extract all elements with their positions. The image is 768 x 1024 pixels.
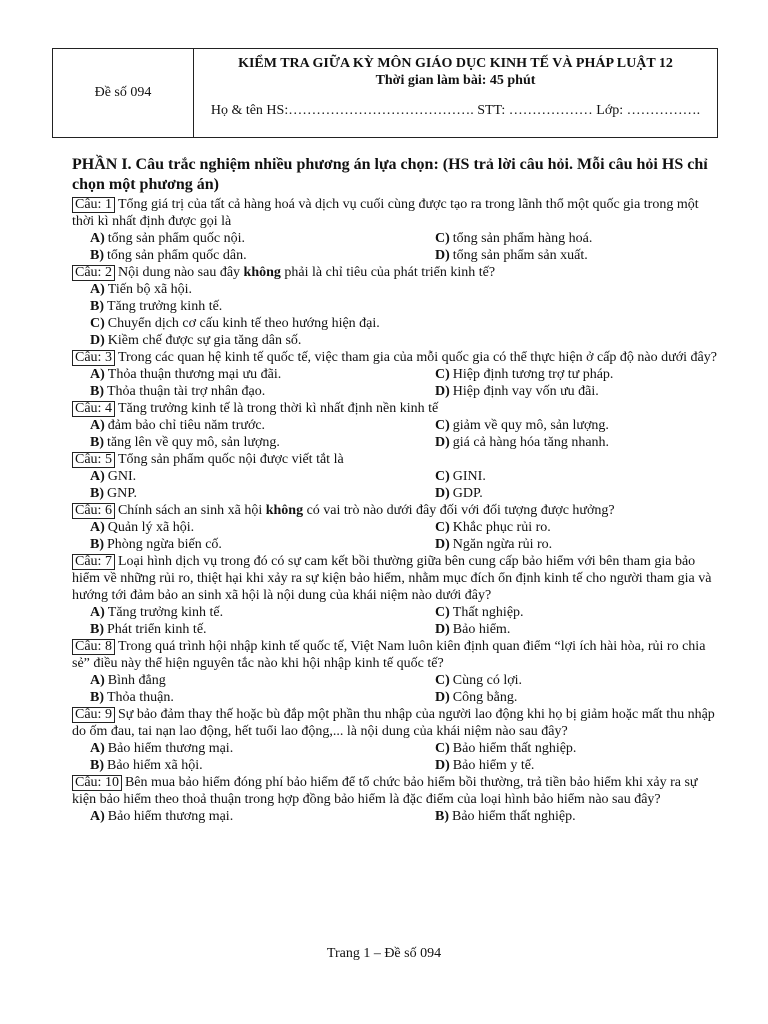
question-6 bbox=[72, 502, 717, 553]
question-label: Câu: 4 bbox=[72, 401, 115, 417]
option-text: Cùng có lợi. bbox=[452, 673, 523, 688]
answer-option bbox=[435, 604, 717, 621]
answer-option bbox=[90, 672, 435, 689]
answer-option bbox=[90, 315, 717, 332]
option-letter: B) bbox=[90, 537, 104, 552]
option-letter: A) bbox=[90, 367, 105, 382]
answer-option bbox=[435, 689, 717, 706]
answer-options bbox=[72, 230, 717, 264]
option-text: Quản lý xã hội. bbox=[107, 520, 195, 535]
answer-option bbox=[90, 468, 435, 485]
answer-options bbox=[72, 604, 717, 638]
answer-option bbox=[435, 417, 717, 434]
option-text: Bảo hiểm thất nghiệp. bbox=[452, 741, 577, 756]
answer-option bbox=[435, 383, 717, 400]
option-text: Khắc phục rủi ro. bbox=[452, 520, 551, 535]
option-text: GNP. bbox=[107, 486, 137, 501]
option-text: Công bằng. bbox=[452, 690, 518, 705]
option-letter: C) bbox=[435, 605, 450, 620]
option-text: Thỏa thuận tài trợ nhân đạo. bbox=[107, 384, 266, 399]
answer-option bbox=[435, 519, 717, 536]
option-text: Kiềm chế được sự gia tăng dân số. bbox=[107, 333, 302, 348]
question-3 bbox=[72, 349, 717, 400]
question-label: Câu: 9 bbox=[72, 707, 115, 723]
question-label: Câu: 3 bbox=[72, 350, 115, 366]
question-label: Câu: 1 bbox=[72, 197, 115, 213]
option-letter: A) bbox=[90, 809, 105, 824]
answer-options bbox=[72, 740, 717, 774]
option-text: tổng sản phẩm quốc dân. bbox=[107, 248, 247, 263]
question-label: Câu: 7 bbox=[72, 554, 115, 570]
option-letter: B) bbox=[435, 809, 449, 824]
option-letter: B) bbox=[90, 299, 104, 314]
option-text: Thỏa thuận. bbox=[107, 690, 174, 705]
option-text: Tăng trưởng kinh tế. bbox=[107, 299, 223, 314]
option-letter: A) bbox=[90, 469, 105, 484]
option-text: Bảo hiểm y tế. bbox=[452, 758, 535, 773]
question-text: Trong quá trình hội nhập kinh tế quốc tế, Việt Nam luôn kiên định quan điểm “lợi ích hài hòa, rủi ro chia sẻ” điều này thể hiện nguyên tắc nào khi hội nhập kinh tế quốc tế? bbox=[72, 639, 706, 671]
option-letter: A) bbox=[90, 282, 105, 297]
question-emphasis: không bbox=[243, 265, 281, 280]
question-stem bbox=[72, 638, 717, 672]
option-letter: B) bbox=[90, 435, 104, 450]
answer-option bbox=[90, 434, 435, 451]
answer-option bbox=[435, 536, 717, 553]
question-text-end: phải là chỉ tiêu của phát triển kinh tế? bbox=[280, 265, 496, 280]
answer-option bbox=[90, 689, 435, 706]
option-letter: C) bbox=[435, 520, 450, 535]
answer-option bbox=[435, 434, 717, 451]
option-text: Bảo hiểm thương mại. bbox=[107, 809, 234, 824]
answer-option bbox=[90, 281, 717, 298]
option-text: Chuyển dịch cơ cấu kinh tế theo hướng hiện đại. bbox=[107, 316, 380, 331]
answer-option bbox=[90, 247, 435, 264]
question-stem bbox=[72, 774, 717, 808]
option-letter: D) bbox=[435, 758, 450, 773]
exam-info-cell bbox=[194, 49, 717, 137]
option-text: tăng lên về quy mô, sản lượng. bbox=[107, 435, 280, 450]
option-text: tổng sản phẩm hàng hoá. bbox=[452, 231, 593, 246]
question-text: Nội dung nào sau đây bbox=[117, 265, 244, 280]
answer-option bbox=[90, 757, 435, 774]
option-letter: B) bbox=[90, 758, 104, 773]
exam-code-cell bbox=[53, 49, 194, 137]
answer-option bbox=[90, 417, 435, 434]
answer-options bbox=[72, 672, 717, 706]
option-letter: C) bbox=[435, 673, 450, 688]
question-text: Loại hình dịch vụ trong đó có sự cam kết bồi thường giữa bên cung cấp bảo hiểm với bên tham gia bảo hiểm về những rủi ro, thiệt hại khi xảy ra sự kiện bảo hiểm, nhằm mục đích ổn định kinh tế cho người tham gia và hướng tới đảm bảo an sinh xã hội là nội dung của khái niệm nào dưới đây? bbox=[72, 554, 712, 603]
option-text: Hiệp định vay vốn ưu đãi. bbox=[452, 384, 599, 399]
question-stem bbox=[72, 451, 717, 468]
question-2 bbox=[72, 264, 717, 349]
answer-option bbox=[435, 247, 717, 264]
option-text: tổng sản phẩm sản xuất. bbox=[452, 248, 588, 263]
answer-option bbox=[435, 672, 717, 689]
question-text-end: có vai trò nào dưới đây đối với đối tượng được hưởng? bbox=[303, 503, 615, 518]
option-letter: C) bbox=[435, 469, 450, 484]
answer-option bbox=[90, 519, 435, 536]
question-text: Trong các quan hệ kinh tế quốc tế, việc tham gia của mỗi quốc gia có thể thực hiện ở cấp độ nào dưới đây? bbox=[117, 350, 717, 365]
option-text: giảm về quy mô, sản lượng. bbox=[452, 418, 609, 433]
option-letter: D) bbox=[435, 435, 450, 450]
option-text: tổng sản phẩm quốc nội. bbox=[107, 231, 246, 246]
answer-option bbox=[90, 332, 717, 349]
option-text: Ngăn ngừa rủi ro. bbox=[452, 537, 553, 552]
option-text: đảm bảo chỉ tiêu năm trước. bbox=[107, 418, 266, 433]
option-letter: D) bbox=[90, 333, 105, 348]
exam-header-table bbox=[52, 48, 718, 138]
question-5 bbox=[72, 451, 717, 502]
question-text: Bên mua bảo hiểm đóng phí bảo hiểm để tổ chức bảo hiểm bồi thường, trả tiền bảo hiểm khi xảy ra sự kiện bảo hiểm theo thoả thuận trong hợp đồng bảo hiểm là đặc điểm của loại hình bảo hiểm nào sau đây? bbox=[72, 775, 698, 807]
answer-option bbox=[90, 383, 435, 400]
answer-options bbox=[72, 417, 717, 451]
answer-option bbox=[435, 808, 717, 825]
option-text: Tiến bộ xã hội. bbox=[107, 282, 193, 297]
question-stem bbox=[72, 264, 717, 281]
exam-content bbox=[72, 155, 717, 825]
option-letter: D) bbox=[435, 384, 450, 399]
option-text: Phòng ngừa biến cố. bbox=[107, 537, 222, 552]
question-label: Câu: 10 bbox=[72, 775, 122, 791]
question-8 bbox=[72, 638, 717, 706]
question-stem bbox=[72, 706, 717, 740]
question-label: Câu: 5 bbox=[72, 452, 115, 468]
option-letter: B) bbox=[90, 622, 104, 637]
question-stem bbox=[72, 553, 717, 604]
answer-options bbox=[72, 808, 717, 825]
option-text: Thỏa thuận thương mại ưu đãi. bbox=[107, 367, 282, 382]
option-letter: B) bbox=[90, 486, 104, 501]
option-letter: A) bbox=[90, 418, 105, 433]
answer-option bbox=[90, 366, 435, 383]
answer-option bbox=[90, 621, 435, 638]
answer-option bbox=[435, 230, 717, 247]
option-letter: B) bbox=[90, 690, 104, 705]
option-letter: D) bbox=[435, 690, 450, 705]
option-letter: A) bbox=[90, 231, 105, 246]
answer-option bbox=[90, 298, 717, 315]
answer-option bbox=[90, 604, 435, 621]
option-text: Bình đẳng bbox=[107, 673, 166, 688]
option-text: GINI. bbox=[452, 469, 486, 484]
question-emphasis: không bbox=[265, 503, 304, 518]
answer-option bbox=[435, 468, 717, 485]
option-text: Bảo hiểm xã hội. bbox=[107, 758, 203, 773]
option-letter: D) bbox=[435, 248, 450, 263]
answer-option bbox=[90, 485, 435, 502]
question-text: Chính sách an sinh xã hội bbox=[117, 503, 266, 518]
student-info-line: Họ & tên HS:…………………………………. STT: ……………… Lớp: ……………. bbox=[210, 103, 701, 118]
question-9 bbox=[72, 706, 717, 774]
answer-options bbox=[72, 468, 717, 502]
question-stem bbox=[72, 502, 717, 519]
answer-options bbox=[72, 519, 717, 553]
question-label: Câu: 2 bbox=[72, 265, 115, 281]
answer-option bbox=[90, 230, 435, 247]
option-letter: A) bbox=[90, 741, 105, 756]
question-stem bbox=[72, 349, 717, 366]
option-letter: A) bbox=[90, 673, 105, 688]
page-footer: Trang 1 – Đề số 094 bbox=[326, 946, 442, 961]
option-text: Thất nghiệp. bbox=[452, 605, 524, 620]
option-letter: C) bbox=[90, 316, 105, 331]
answer-options bbox=[72, 281, 717, 349]
option-letter: C) bbox=[435, 741, 450, 756]
option-text: Hiệp định tương trợ tư pháp. bbox=[452, 367, 614, 382]
option-text: Bảo hiểm. bbox=[452, 622, 511, 637]
exam-time: Thời gian làm bài: 45 phút bbox=[375, 73, 536, 88]
option-letter: A) bbox=[90, 520, 105, 535]
question-label: Câu: 8 bbox=[72, 639, 115, 655]
option-letter: B) bbox=[90, 248, 104, 263]
option-letter: C) bbox=[435, 367, 450, 382]
question-text: Tổng sản phẩm quốc nội được viết tắt là bbox=[117, 452, 344, 467]
option-letter: B) bbox=[90, 384, 104, 399]
option-text: GNI. bbox=[107, 469, 137, 484]
option-text: Bảo hiểm thương mại. bbox=[107, 741, 234, 756]
question-stem bbox=[72, 400, 717, 417]
option-text: Phát triển kinh tế. bbox=[107, 622, 207, 637]
question-text: Tăng trưởng kinh tế là trong thời kì nhất định nền kinh tế bbox=[117, 401, 439, 416]
answer-options bbox=[72, 366, 717, 400]
option-letter: D) bbox=[435, 537, 450, 552]
question-list bbox=[72, 196, 717, 825]
question-label: Câu: 6 bbox=[72, 503, 115, 519]
answer-option bbox=[90, 740, 435, 757]
exam-code: Đề số 094 bbox=[94, 85, 152, 100]
option-letter: D) bbox=[435, 486, 450, 501]
question-text: Tổng giá trị của tất cả hàng hoá và dịch vụ cuối cùng được tạo ra trong lãnh thổ một quốc gia trong một thời kì nhất định được gọi là bbox=[72, 197, 699, 229]
option-letter: C) bbox=[435, 418, 450, 433]
option-letter: C) bbox=[435, 231, 450, 246]
part-title: PHẦN I. Câu trắc nghiệm nhiều phương án lựa chọn: (HS trả lời câu hỏi. Mỗi câu hỏi HS chỉ chọn một phương án) bbox=[72, 156, 708, 193]
exam-title: KIỂM TRA GIỮA KỲ MÔN GIÁO DỤC KINH TẾ VÀ PHÁP LUẬT 12 bbox=[238, 56, 673, 71]
answer-option bbox=[435, 621, 717, 638]
answer-option bbox=[435, 740, 717, 757]
answer-option bbox=[435, 366, 717, 383]
question-4 bbox=[72, 400, 717, 451]
question-7 bbox=[72, 553, 717, 638]
option-letter: A) bbox=[90, 605, 105, 620]
option-letter: D) bbox=[435, 622, 450, 637]
answer-option bbox=[435, 757, 717, 774]
answer-option bbox=[90, 808, 435, 825]
question-1 bbox=[72, 196, 717, 264]
answer-option bbox=[435, 485, 717, 502]
question-10 bbox=[72, 774, 717, 825]
option-text: Bảo hiểm thất nghiệp. bbox=[452, 809, 576, 824]
answer-option bbox=[90, 536, 435, 553]
question-stem bbox=[72, 196, 717, 230]
question-text: Sự bảo đảm thay thế hoặc bù đắp một phần thu nhập của người lao động khi họ bị giảm hoặc mất thu nhập do ốm đau, tai nạn lao động, hết tuổi lao động,... là nội dung của khái niệm nào sau đây? bbox=[72, 707, 715, 739]
option-text: Tăng trưởng kinh tế. bbox=[107, 605, 224, 620]
option-text: giá cả hàng hóa tăng nhanh. bbox=[452, 435, 610, 450]
option-text: GDP. bbox=[452, 486, 483, 501]
